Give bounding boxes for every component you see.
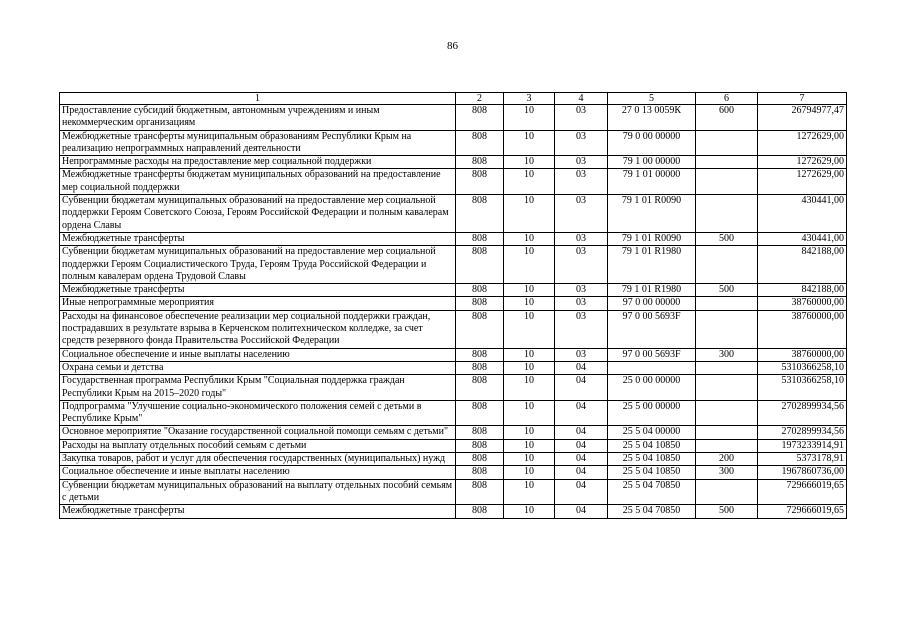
column-header: 1 bbox=[60, 93, 456, 105]
table-row bbox=[60, 361, 847, 374]
row-ministry-code: 808 bbox=[456, 246, 504, 284]
row-amount: 2702899934,56 bbox=[758, 400, 847, 426]
row-subsection: 04 bbox=[555, 361, 608, 374]
row-amount: 38760000,00 bbox=[758, 297, 847, 310]
budget-table bbox=[59, 92, 847, 519]
row-subsection: 04 bbox=[555, 439, 608, 452]
row-subsection: 03 bbox=[555, 310, 608, 348]
table-row bbox=[60, 156, 847, 169]
row-subsection: 04 bbox=[555, 426, 608, 439]
row-ministry-code: 808 bbox=[456, 375, 504, 401]
row-target-article: 25 5 04 10850 bbox=[608, 453, 696, 466]
row-expense-type bbox=[696, 361, 758, 374]
row-amount: 430441,00 bbox=[758, 232, 847, 245]
row-section: 10 bbox=[504, 348, 555, 361]
row-subsection: 03 bbox=[555, 105, 608, 131]
row-name: Расходы на выплату отдельных пособий семьям с детьми bbox=[60, 439, 456, 452]
row-target-article: 79 1 01 R0090 bbox=[608, 232, 696, 245]
row-expense-type bbox=[696, 156, 758, 169]
row-ministry-code: 808 bbox=[456, 130, 504, 156]
row-target-article: 97 0 00 5693F bbox=[608, 310, 696, 348]
row-expense-type bbox=[696, 400, 758, 426]
table-row bbox=[60, 232, 847, 245]
table-row bbox=[60, 246, 847, 284]
row-name: Охрана семьи и детства bbox=[60, 361, 456, 374]
table-row bbox=[60, 426, 847, 439]
row-ministry-code: 808 bbox=[456, 195, 504, 233]
row-ministry-code: 808 bbox=[456, 361, 504, 374]
table-row bbox=[60, 169, 847, 195]
row-expense-type bbox=[696, 426, 758, 439]
row-expense-type bbox=[696, 297, 758, 310]
row-name: Субвенции бюджетам муниципальных образований на предоставление мер социальной поддержки Героям Советского Союза, Героям Российской Федерации и полным кавалерам ордена Славы bbox=[60, 195, 456, 233]
table-row bbox=[60, 130, 847, 156]
row-name: Социальное обеспечение и иные выплаты населению bbox=[60, 466, 456, 479]
row-subsection: 03 bbox=[555, 169, 608, 195]
row-target-article: 79 1 01 00000 bbox=[608, 169, 696, 195]
row-name: Иные непрограммные мероприятия bbox=[60, 297, 456, 310]
table-row bbox=[60, 297, 847, 310]
row-section: 10 bbox=[504, 246, 555, 284]
column-header: 3 bbox=[504, 93, 555, 105]
row-target-article: 79 0 00 00000 bbox=[608, 130, 696, 156]
row-target-article: 97 0 00 00000 bbox=[608, 297, 696, 310]
row-target-article: 79 1 01 R1980 bbox=[608, 284, 696, 297]
row-subsection: 03 bbox=[555, 195, 608, 233]
column-header: 7 bbox=[758, 93, 847, 105]
row-expense-type bbox=[696, 310, 758, 348]
row-expense-type bbox=[696, 195, 758, 233]
row-section: 10 bbox=[504, 426, 555, 439]
row-amount: 38760000,00 bbox=[758, 310, 847, 348]
row-subsection: 04 bbox=[555, 479, 608, 505]
table-row bbox=[60, 400, 847, 426]
row-section: 10 bbox=[504, 479, 555, 505]
row-section: 10 bbox=[504, 232, 555, 245]
row-subsection: 04 bbox=[555, 375, 608, 401]
row-section: 10 bbox=[504, 361, 555, 374]
row-name: Основное мероприятие "Оказание государственной социальной помощи семьям с детьми" bbox=[60, 426, 456, 439]
row-section: 10 bbox=[504, 400, 555, 426]
row-section: 10 bbox=[504, 439, 555, 452]
row-name: Подпрограмма "Улучшение социально-экономического положения семей с детьми в Республике Крым" bbox=[60, 400, 456, 426]
row-expense-type bbox=[696, 439, 758, 452]
row-amount: 1272629,00 bbox=[758, 169, 847, 195]
row-subsection: 03 bbox=[555, 284, 608, 297]
row-target-article: 25 5 04 70850 bbox=[608, 505, 696, 518]
table-row bbox=[60, 375, 847, 401]
row-target-article: 25 5 04 10850 bbox=[608, 466, 696, 479]
row-name: Социальное обеспечение и иные выплаты населению bbox=[60, 348, 456, 361]
row-expense-type: 600 bbox=[696, 105, 758, 131]
row-section: 10 bbox=[504, 284, 555, 297]
row-target-article: 25 0 00 00000 bbox=[608, 375, 696, 401]
row-amount: 430441,00 bbox=[758, 195, 847, 233]
row-subsection: 04 bbox=[555, 505, 608, 518]
row-target-article: 25 5 00 00000 bbox=[608, 400, 696, 426]
row-ministry-code: 808 bbox=[456, 105, 504, 131]
row-section: 10 bbox=[504, 156, 555, 169]
row-subsection: 03 bbox=[555, 297, 608, 310]
row-subsection: 03 bbox=[555, 348, 608, 361]
row-expense-type: 200 bbox=[696, 453, 758, 466]
row-ministry-code: 808 bbox=[456, 284, 504, 297]
row-amount: 1272629,00 bbox=[758, 130, 847, 156]
row-amount: 26794977,47 bbox=[758, 105, 847, 131]
row-subsection: 04 bbox=[555, 453, 608, 466]
row-subsection: 03 bbox=[555, 246, 608, 284]
row-section: 10 bbox=[504, 297, 555, 310]
row-ministry-code: 808 bbox=[456, 439, 504, 452]
row-expense-type: 500 bbox=[696, 505, 758, 518]
header-row bbox=[60, 93, 847, 105]
row-amount: 1973233914,91 bbox=[758, 439, 847, 452]
table-row bbox=[60, 466, 847, 479]
row-section: 10 bbox=[504, 195, 555, 233]
row-amount: 1272629,00 bbox=[758, 156, 847, 169]
row-expense-type bbox=[696, 246, 758, 284]
row-expense-type: 500 bbox=[696, 284, 758, 297]
row-name: Предоставление субсидий бюджетным, автономным учреждениям и иным некоммерческим организациям bbox=[60, 105, 456, 131]
row-section: 10 bbox=[504, 130, 555, 156]
row-expense-type: 500 bbox=[696, 232, 758, 245]
row-name: Межбюджетные трансферты муниципальным образованиям Республики Крым на реализацию непрограммных направлений деятельности bbox=[60, 130, 456, 156]
row-target-article: 25 5 04 70850 bbox=[608, 479, 696, 505]
row-expense-type bbox=[696, 169, 758, 195]
row-subsection: 03 bbox=[555, 156, 608, 169]
row-name: Межбюджетные трансферты bbox=[60, 284, 456, 297]
row-amount: 5310366258,10 bbox=[758, 375, 847, 401]
row-subsection: 03 bbox=[555, 130, 608, 156]
page-number: 86 bbox=[447, 40, 458, 52]
table-row bbox=[60, 439, 847, 452]
table-row bbox=[60, 453, 847, 466]
row-name: Межбюджетные трансферты bbox=[60, 232, 456, 245]
column-header: 5 bbox=[608, 93, 696, 105]
row-name: Расходы на финансовое обеспечение реализации мер социальной поддержки граждан, пострадавших в результате взрыва в Керченском политехническом колледже, за счет средств резервного фонда Правительства Российской Федерации bbox=[60, 310, 456, 348]
row-ministry-code: 808 bbox=[456, 453, 504, 466]
row-section: 10 bbox=[504, 310, 555, 348]
row-name: Государственная программа Республики Крым "Социальная поддержка граждан Республики Крым на 2015–2020 годы" bbox=[60, 375, 456, 401]
row-section: 10 bbox=[504, 466, 555, 479]
row-amount: 38760000,00 bbox=[758, 348, 847, 361]
table-row bbox=[60, 195, 847, 233]
row-section: 10 bbox=[504, 453, 555, 466]
row-subsection: 04 bbox=[555, 466, 608, 479]
row-subsection: 03 bbox=[555, 232, 608, 245]
row-ministry-code: 808 bbox=[456, 505, 504, 518]
row-section: 10 bbox=[504, 105, 555, 131]
row-amount: 5373178,91 bbox=[758, 453, 847, 466]
row-target-article: 25 5 04 00000 bbox=[608, 426, 696, 439]
row-ministry-code: 808 bbox=[456, 232, 504, 245]
row-ministry-code: 808 bbox=[456, 169, 504, 195]
row-amount: 842188,00 bbox=[758, 284, 847, 297]
row-ministry-code: 808 bbox=[456, 426, 504, 439]
table-row bbox=[60, 505, 847, 518]
row-ministry-code: 808 bbox=[456, 310, 504, 348]
row-ministry-code: 808 bbox=[456, 400, 504, 426]
row-name: Межбюджетные трансферты бюджетам муниципальных образований на предоставление мер социальной поддержки bbox=[60, 169, 456, 195]
row-amount: 1967860736,00 bbox=[758, 466, 847, 479]
row-amount: 729666019,65 bbox=[758, 479, 847, 505]
row-amount: 842188,00 bbox=[758, 246, 847, 284]
row-amount: 729666019,65 bbox=[758, 505, 847, 518]
column-header: 6 bbox=[696, 93, 758, 105]
row-target-article: 97 0 00 5693F bbox=[608, 348, 696, 361]
row-subsection: 04 bbox=[555, 400, 608, 426]
row-name: Закупка товаров, работ и услуг для обеспечения государственных (муниципальных) нужд bbox=[60, 453, 456, 466]
row-section: 10 bbox=[504, 375, 555, 401]
row-section: 10 bbox=[504, 169, 555, 195]
table-row bbox=[60, 284, 847, 297]
row-expense-type bbox=[696, 479, 758, 505]
table-row bbox=[60, 310, 847, 348]
row-expense-type: 300 bbox=[696, 348, 758, 361]
row-expense-type bbox=[696, 375, 758, 401]
row-ministry-code: 808 bbox=[456, 466, 504, 479]
row-ministry-code: 808 bbox=[456, 156, 504, 169]
row-ministry-code: 808 bbox=[456, 297, 504, 310]
table-row bbox=[60, 105, 847, 131]
row-target-article bbox=[608, 361, 696, 374]
row-amount: 5310366258,10 bbox=[758, 361, 847, 374]
table-body bbox=[60, 105, 847, 519]
column-header: 2 bbox=[456, 93, 504, 105]
row-ministry-code: 808 bbox=[456, 348, 504, 361]
table-row bbox=[60, 479, 847, 505]
row-section: 10 bbox=[504, 505, 555, 518]
row-target-article: 27 0 13 0059К bbox=[608, 105, 696, 131]
row-name: Непрограммные расходы на предоставление мер социальной поддержки bbox=[60, 156, 456, 169]
row-target-article: 79 1 01 R0090 bbox=[608, 195, 696, 233]
table-row bbox=[60, 348, 847, 361]
column-header: 4 bbox=[555, 93, 608, 105]
row-ministry-code: 808 bbox=[456, 479, 504, 505]
row-name: Межбюджетные трансферты bbox=[60, 505, 456, 518]
row-target-article: 25 5 04 10850 bbox=[608, 439, 696, 452]
row-expense-type bbox=[696, 130, 758, 156]
row-expense-type: 300 bbox=[696, 466, 758, 479]
row-target-article: 79 1 01 R1980 bbox=[608, 246, 696, 284]
row-name: Субвенции бюджетам муниципальных образований на предоставление мер социальной поддержки Героям Социалистического Труда, Героям Труда Российской Федерации и полным кавалерам ордена Трудовой Славы bbox=[60, 246, 456, 284]
row-name: Субвенции бюджетам муниципальных образований на выплату отдельных пособий семьям с детьми bbox=[60, 479, 456, 505]
row-amount: 2702899934,56 bbox=[758, 426, 847, 439]
row-target-article: 79 1 00 00000 bbox=[608, 156, 696, 169]
